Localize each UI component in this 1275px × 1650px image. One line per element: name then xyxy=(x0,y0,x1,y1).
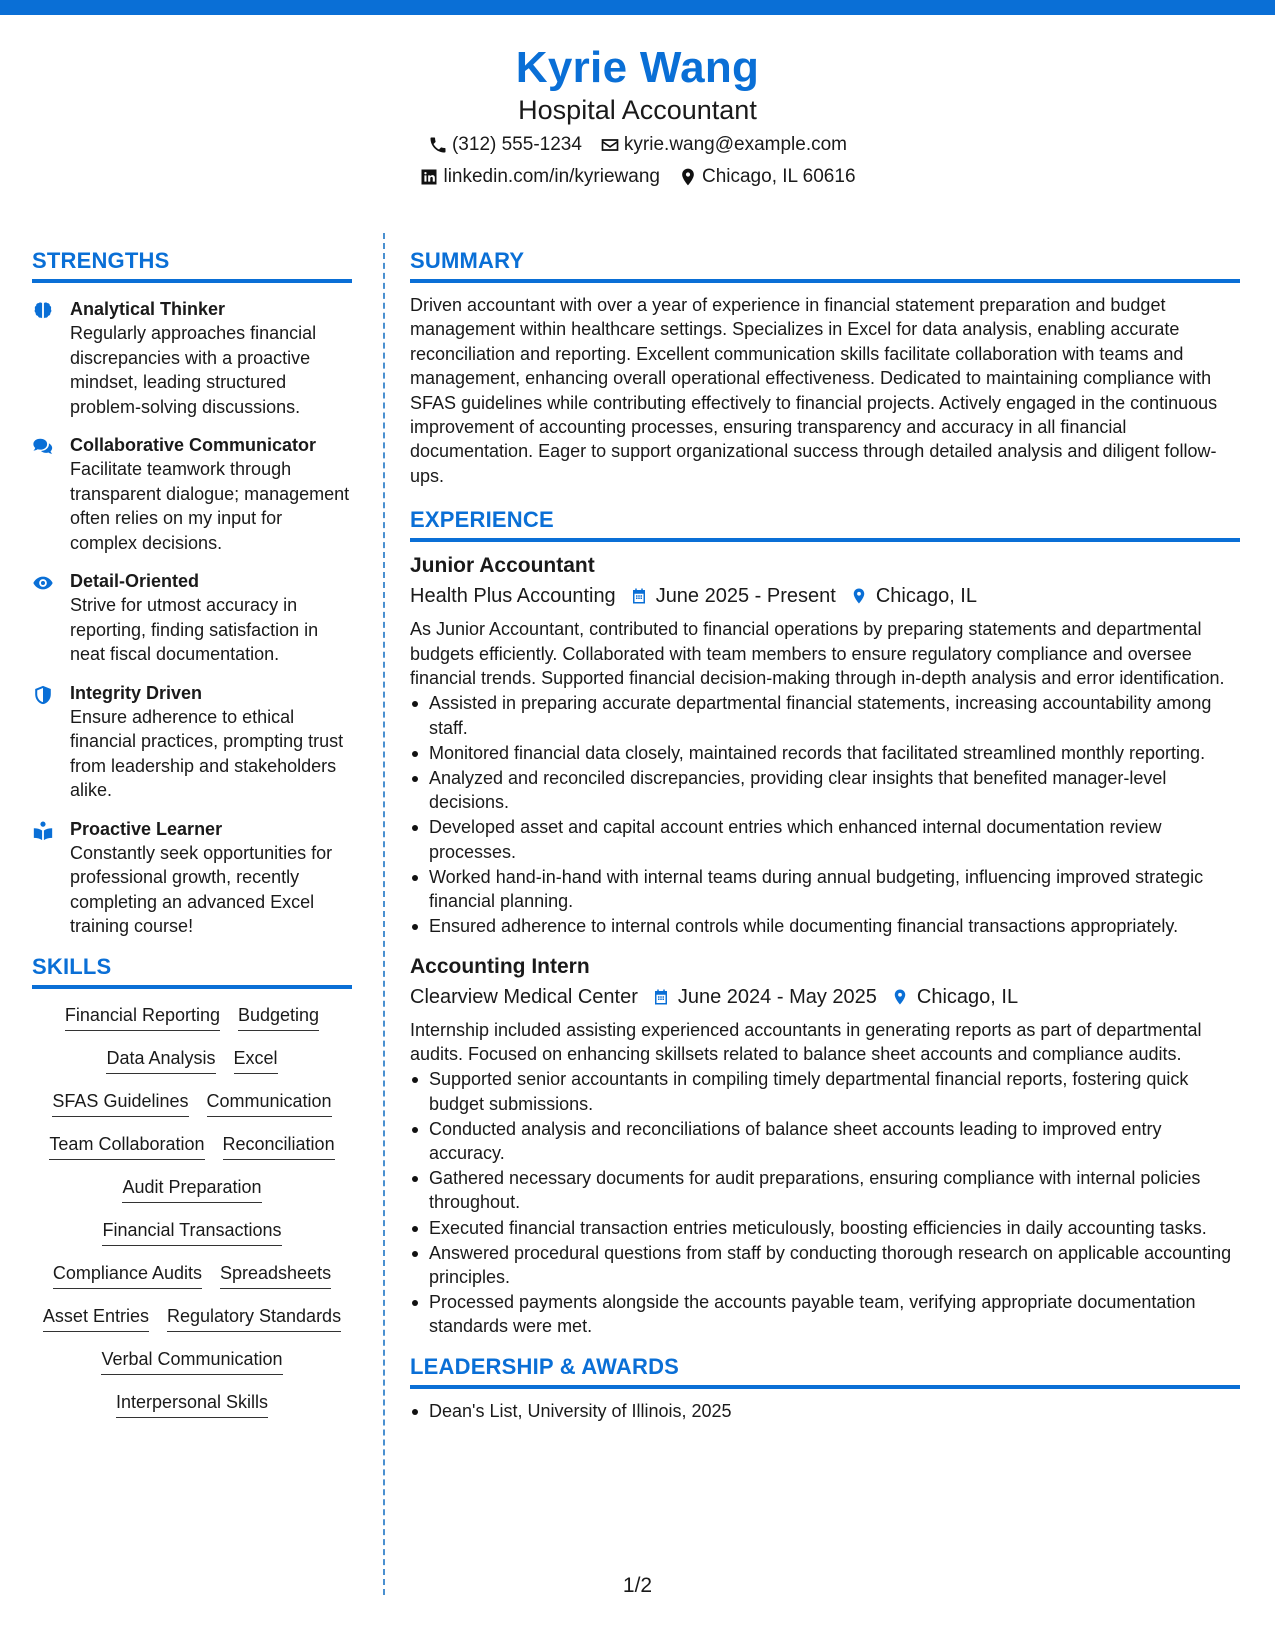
skill-tag: Data Analysis xyxy=(106,1046,215,1074)
skill-tag: Reconciliation xyxy=(223,1132,335,1160)
skill-tag: Excel xyxy=(234,1046,278,1074)
list-item: Executed financial transaction entries meticulously, boosting efficiencies in daily accounting tasks. xyxy=(410,1216,1240,1240)
calendar-icon xyxy=(652,988,670,1006)
contact-location xyxy=(678,162,856,192)
list-item: Assisted in preparing accurate departmental financial statements, increasing accountability among staff. xyxy=(410,691,1240,739)
job-title: Junior Accountant xyxy=(410,554,595,578)
experience-heading: EXPERIENCE xyxy=(410,506,1240,542)
skill-tag: Budgeting xyxy=(238,1003,319,1031)
job-company: Health Plus Accounting xyxy=(410,585,616,608)
skill-tag: Financial Reporting xyxy=(65,1003,220,1031)
job-entry xyxy=(410,552,1240,938)
strength-item xyxy=(32,569,352,667)
skill-tag: Financial Transactions xyxy=(102,1218,281,1246)
location-text: Chicago, IL 60616 xyxy=(701,166,856,187)
skill-tag: Asset Entries xyxy=(43,1304,149,1332)
contact-row-1 xyxy=(0,130,1275,160)
linkedin-icon xyxy=(419,167,439,187)
awards-list xyxy=(410,1399,1240,1423)
awards-heading: LEADERSHIP & AWARDS xyxy=(410,1353,1240,1389)
list-item: Processed payments alongside the accounts payable team, verifying appropriate documentation standards were met. xyxy=(410,1290,1240,1338)
phone-icon xyxy=(428,135,448,155)
list-item: Answered procedural questions from staff by conducting thorough research on applicable accounting principles. xyxy=(410,1241,1240,1289)
page-number: 1/2 xyxy=(622,1574,653,1597)
list-item: Conducted analysis and reconciliations of balance sheet accounts leading to improved entry accuracy. xyxy=(410,1117,1240,1165)
skill-tag: Spreadsheets xyxy=(220,1261,331,1289)
contact-email[interactable] xyxy=(600,130,847,160)
strengths-list xyxy=(32,297,352,939)
top-accent-bar xyxy=(0,0,1275,15)
job-description: Internship included assisting experienced accountants in generating reports as part of departmental audits. Focused on enhancing skillsets related to balance sheet accounts and compliance audits. xyxy=(410,1019,1202,1064)
job-entry xyxy=(410,953,1240,1339)
calendar-icon xyxy=(630,587,648,605)
phone-text: (312) 555-1234 xyxy=(451,134,582,155)
strength-desc: Ensure adherence to ethical financial practices, prompting trust from leadership and stakeholders alike. xyxy=(70,706,344,800)
job-title: Accounting Intern xyxy=(410,954,590,978)
map-pin-icon xyxy=(850,587,868,605)
skill-tag: Team Collaboration xyxy=(49,1132,204,1160)
candidate-name: Kyrie Wang xyxy=(515,43,760,92)
left-column xyxy=(32,247,352,1418)
shield-icon xyxy=(32,684,54,706)
envelope-icon xyxy=(600,135,620,155)
skills-heading: SKILLS xyxy=(32,953,352,989)
candidate-role: Hospital Accountant xyxy=(518,95,757,125)
list-item: Developed asset and capital account entries which enhanced internal documentation review processes. xyxy=(410,815,1240,863)
map-pin-icon xyxy=(678,167,698,187)
list-item: Monitored financial data closely, maintained records that facilitated streamlined monthly reporting. xyxy=(410,741,1240,765)
book-reader-icon xyxy=(32,820,54,842)
strength-title: Analytical Thinker xyxy=(70,299,226,319)
list-item: Worked hand-in-hand with internal teams during annual budgeting, influencing improved strategic financial planning. xyxy=(410,865,1240,913)
strength-title: Collaborative Communicator xyxy=(70,435,317,455)
job-bullets xyxy=(410,691,1240,938)
job-bullets xyxy=(410,1067,1240,1338)
skill-tag: Interpersonal Skills xyxy=(116,1390,268,1418)
job-dates: June 2025 - Present xyxy=(655,585,836,608)
summary-text: Driven accountant with over a year of experience in financial statement preparation and budget management within healthcare settings. Specializes in Excel for data analysis, enabling accurate reconciliation and reporting. Excellent communication skills facilitate collaboration with teams and management, enhancing overall operational effectiveness. Dedicated to maintaining compliance with SFAS guidelines while contributing effectively to financial projects. Actively engaged in the continuous improvement of accounting processes, ensuring transparency and accuracy in all financial documentation. Eager to support organizational success through detailed analysis and diligent follow-ups. xyxy=(410,295,1218,486)
brain-icon xyxy=(32,300,54,322)
contact-row-2 xyxy=(0,162,1275,192)
job-description: As Junior Accountant, contributed to financial operations by preparing statements and departmental budgets efficiently. Collaborated with team members to ensure regulatory compliance and oversee financial trends. Supported financial decision-making through in-depth analysis and error identification. xyxy=(410,619,1225,689)
list-item: Ensured adherence to internal controls while documenting financial transactions appropriately. xyxy=(410,914,1240,938)
contact-linkedin[interactable] xyxy=(419,162,660,192)
skill-tag: Regulatory Standards xyxy=(167,1304,341,1332)
strength-title: Proactive Learner xyxy=(70,818,223,839)
skill-tag: Verbal Communication xyxy=(101,1347,282,1375)
resume-header xyxy=(0,40,1275,192)
comments-icon xyxy=(32,436,54,458)
strength-item xyxy=(32,817,352,939)
summary-heading: SUMMARY xyxy=(410,247,1240,283)
eye-icon xyxy=(32,572,54,594)
strength-item xyxy=(32,433,352,555)
list-item: Gathered necessary documents for audit preparations, ensuring compliance with internal policies throughout. xyxy=(410,1166,1240,1214)
right-column xyxy=(410,247,1240,1424)
linkedin-text: linkedin.com/in/kyriewang xyxy=(443,166,660,187)
strength-desc: Facilitate teamwork through transparent dialogue; management often relies on my input for complex decisions. xyxy=(70,459,350,553)
skills-list xyxy=(32,1003,352,1418)
job-meta xyxy=(410,581,1240,611)
job-location: Chicago, IL xyxy=(875,585,977,608)
strength-title: Detail-Oriented xyxy=(70,571,200,591)
job-dates: June 2024 - May 2025 xyxy=(677,985,877,1008)
skill-tag: Compliance Audits xyxy=(53,1261,202,1289)
list-item: Dean's List, University of Illinois, 2025 xyxy=(410,1399,1240,1423)
column-divider xyxy=(383,233,385,1595)
strength-item xyxy=(32,297,352,419)
job-meta xyxy=(410,982,1240,1012)
list-item: Supported senior accountants in compiling timely departmental financial reports, fostering quick budget submissions. xyxy=(410,1067,1240,1115)
job-location: Chicago, IL xyxy=(916,985,1019,1008)
map-pin-icon xyxy=(891,988,909,1006)
email-text: kyrie.wang@example.com xyxy=(623,134,848,155)
skill-tag: Communication xyxy=(207,1089,332,1117)
job-company: Clearview Medical Center xyxy=(410,985,638,1008)
skill-tag: SFAS Guidelines xyxy=(52,1089,188,1117)
strength-item xyxy=(32,681,352,803)
strength-desc: Regularly approaches financial discrepancies with a proactive mindset, leading structured problem-solving discussions. xyxy=(70,323,317,417)
strength-desc: Strive for utmost accuracy in reporting, finding satisfaction in neat fiscal documentation. xyxy=(70,595,319,664)
strength-title: Integrity Driven xyxy=(70,682,203,703)
strength-desc: Constantly seek opportunities for professional growth, recently completing an advanced Excel training course! xyxy=(70,842,333,936)
strengths-heading: STRENGTHS xyxy=(32,247,352,283)
contact-phone xyxy=(428,130,582,160)
list-item: Analyzed and reconciled discrepancies, providing clear insights that benefited manager-level decisions. xyxy=(410,766,1240,814)
skill-tag: Audit Preparation xyxy=(122,1175,261,1203)
